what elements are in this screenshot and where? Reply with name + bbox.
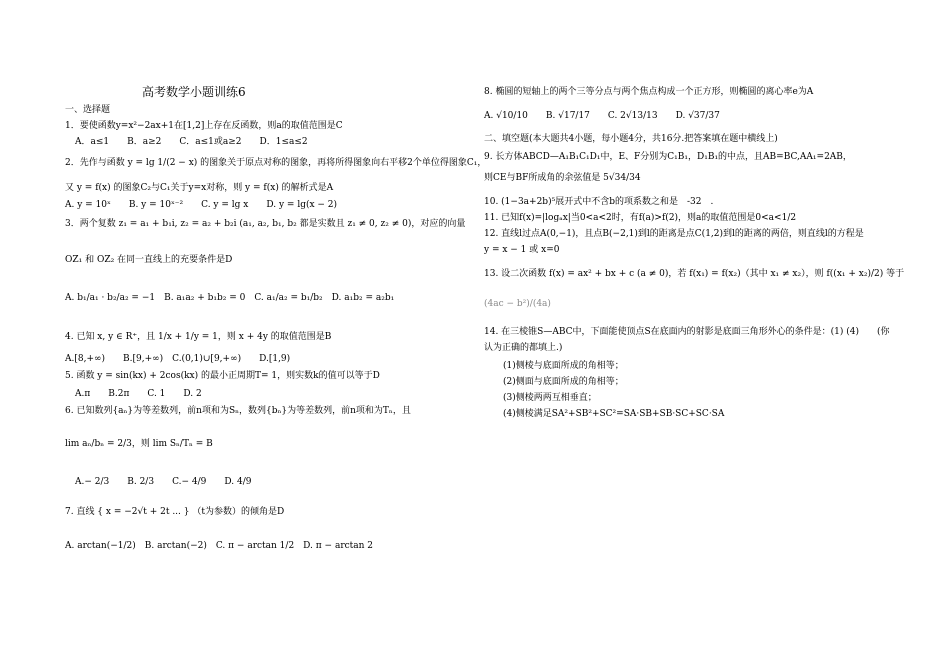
condition-item: (2)侧面与底面所成的角相等； xyxy=(503,377,624,387)
question-options: A. arctan(−1/2) B. arctan(−2) C. π − arctan 1/2 D. π − arctan 2 xyxy=(65,541,374,551)
question-line: 认为正确的都填上.) xyxy=(484,343,563,353)
condition-item: (4)侧棱满足SA²+SB²+SC²=SA·SB+SB·SC+SC·SA xyxy=(503,409,725,419)
question-line: 5. 函数 y = sin(kx) + 2cos(kx) 的最小正周期T= 1，则实数k的值可以等于D xyxy=(65,371,380,381)
question-line: 又 y = f(x) 的图象C₂与C₁关于y=x对称，则 y = f(x) 的解析式是A xyxy=(65,183,334,193)
question-line: 9. 长方体ABCD—A₁B₁C₁D₁中，E、F分别为C₁B₁，D₁B₁的中点，且AB=BC,AA₁=2AB， xyxy=(484,152,852,162)
question-options: A. y = 10ˣ B. y = 10ˣ⁻² C. y = lg x D. y = lg(x − 2) xyxy=(65,200,338,210)
question-options: A. b₁/a₁ · b₂/a₂ = −1 B. a₁a₂ + b₁b₂ = 0 C. a₁/a₂ = b₁/b₂ D. a₁b₂ = a₂b₁ xyxy=(65,293,395,303)
question-line: 8. 椭圆的短轴上的两个三等分点与两个焦点构成一个正方形，则椭圆的离心率e为A xyxy=(484,87,814,97)
question-options: A.− 2/3 B. 2/3 C.− 4/9 D. 4/9 xyxy=(75,477,252,487)
question-line: 13. 设二次函数 f(x) = ax² + bx + c (a ≠ 0)，若 f(x₁) = f(x₂)（其中 x₁ ≠ x₂），则 f((x₁ + x₂)/2) 等于 xyxy=(484,269,905,279)
section-heading-fill: 二、填空题(本大题共4小题，每小题4分，共16分.把答案填在题中横线上) xyxy=(484,134,778,144)
question-options: A．a≤1 B．a≥2 C．a≤1或a≥2 D．1≤a≤2 xyxy=(75,137,308,147)
condition-item: (3)侧棱两两互相垂直； xyxy=(503,393,597,403)
question-line: 3．两个复数 z₁ = a₁ + b₁i, z₂ = a₂ + b₂i (a₁, a₂, b₁, b₂ 都是实数且 z₁ ≠ 0, z₂ ≠ 0)，对应的向量 xyxy=(65,219,466,229)
answer-line: y = x − 1 或 x=0 xyxy=(484,245,560,255)
question-line: 7. 直线 { x = −2√t + 2t ... } （t为参数）的倾角是D xyxy=(65,507,285,517)
question-line: 10. (1−3a+2b)⁵展开式中不含b的项系数之和是 -32 . xyxy=(484,197,714,207)
condition-item: (1)侧棱与底面所成的角相等； xyxy=(503,361,624,371)
section-heading-choice: 一、选择题 xyxy=(65,105,111,115)
question-line: 4. 已知 x, y ∈ R⁺，且 1/x + 1/y = 1，则 x + 4y 的取值范围是B xyxy=(65,332,332,342)
question-line: 11. 已知f(x)=|logₐx|当0<a<2时，有f(a)>f(2)，则a的取值范围是0<a<1/2 xyxy=(484,213,797,223)
question-line: 6. 已知数列{aₙ}为等差数列，前n项和为Sₙ，数列{bₙ}为等差数列，前n项和为Tₙ，且 xyxy=(65,406,411,416)
question-options: A.[8,+∞) B.[9,+∞) C.(0,1)∪[9,+∞) D.[1,9) xyxy=(65,354,291,364)
page-title: 高考数学小题训练6 xyxy=(142,85,246,99)
answer-formula: (4ac − b²)/(4a) xyxy=(484,299,551,309)
question-line: 2．先作与函数 y = lg 1/(2 − x) 的图象关于原点对称的图象，再将所得图象向右平移2个单位得图象C₁， xyxy=(65,158,487,168)
question-options: A. √10/10 B. √17/17 C. 2√13/13 D. √37/37 xyxy=(484,111,720,121)
question-line: 14. 在三棱锥S—ABC中，下面能使顶点S在底面内的射影是底面三角形外心的条件是：(1) (4) (你 xyxy=(484,327,890,337)
question-line: lim aₙ/bₙ = 2/3，则 lim Sₙ/Tₙ = B xyxy=(65,439,213,449)
question-line: 12. 直线l过点A(0,−1)，且点B(−2,1)到l的距离是点C(1,2)到l的距离的两倍，则直线l的方程是 xyxy=(484,229,864,239)
question-options: A.π B.2π C. 1 D. 2 xyxy=(75,389,202,399)
question-line: OZ₁ 和 OZ₂ 在同一直线上的充要条件是D xyxy=(65,255,233,265)
question-line: 则CE与BF所成角的余弦值是 5√34/34 xyxy=(484,173,641,183)
question-line: 1．要使函数y=x²−2ax+1在[1,2]上存在反函数，则a的取值范围是C xyxy=(65,121,343,131)
